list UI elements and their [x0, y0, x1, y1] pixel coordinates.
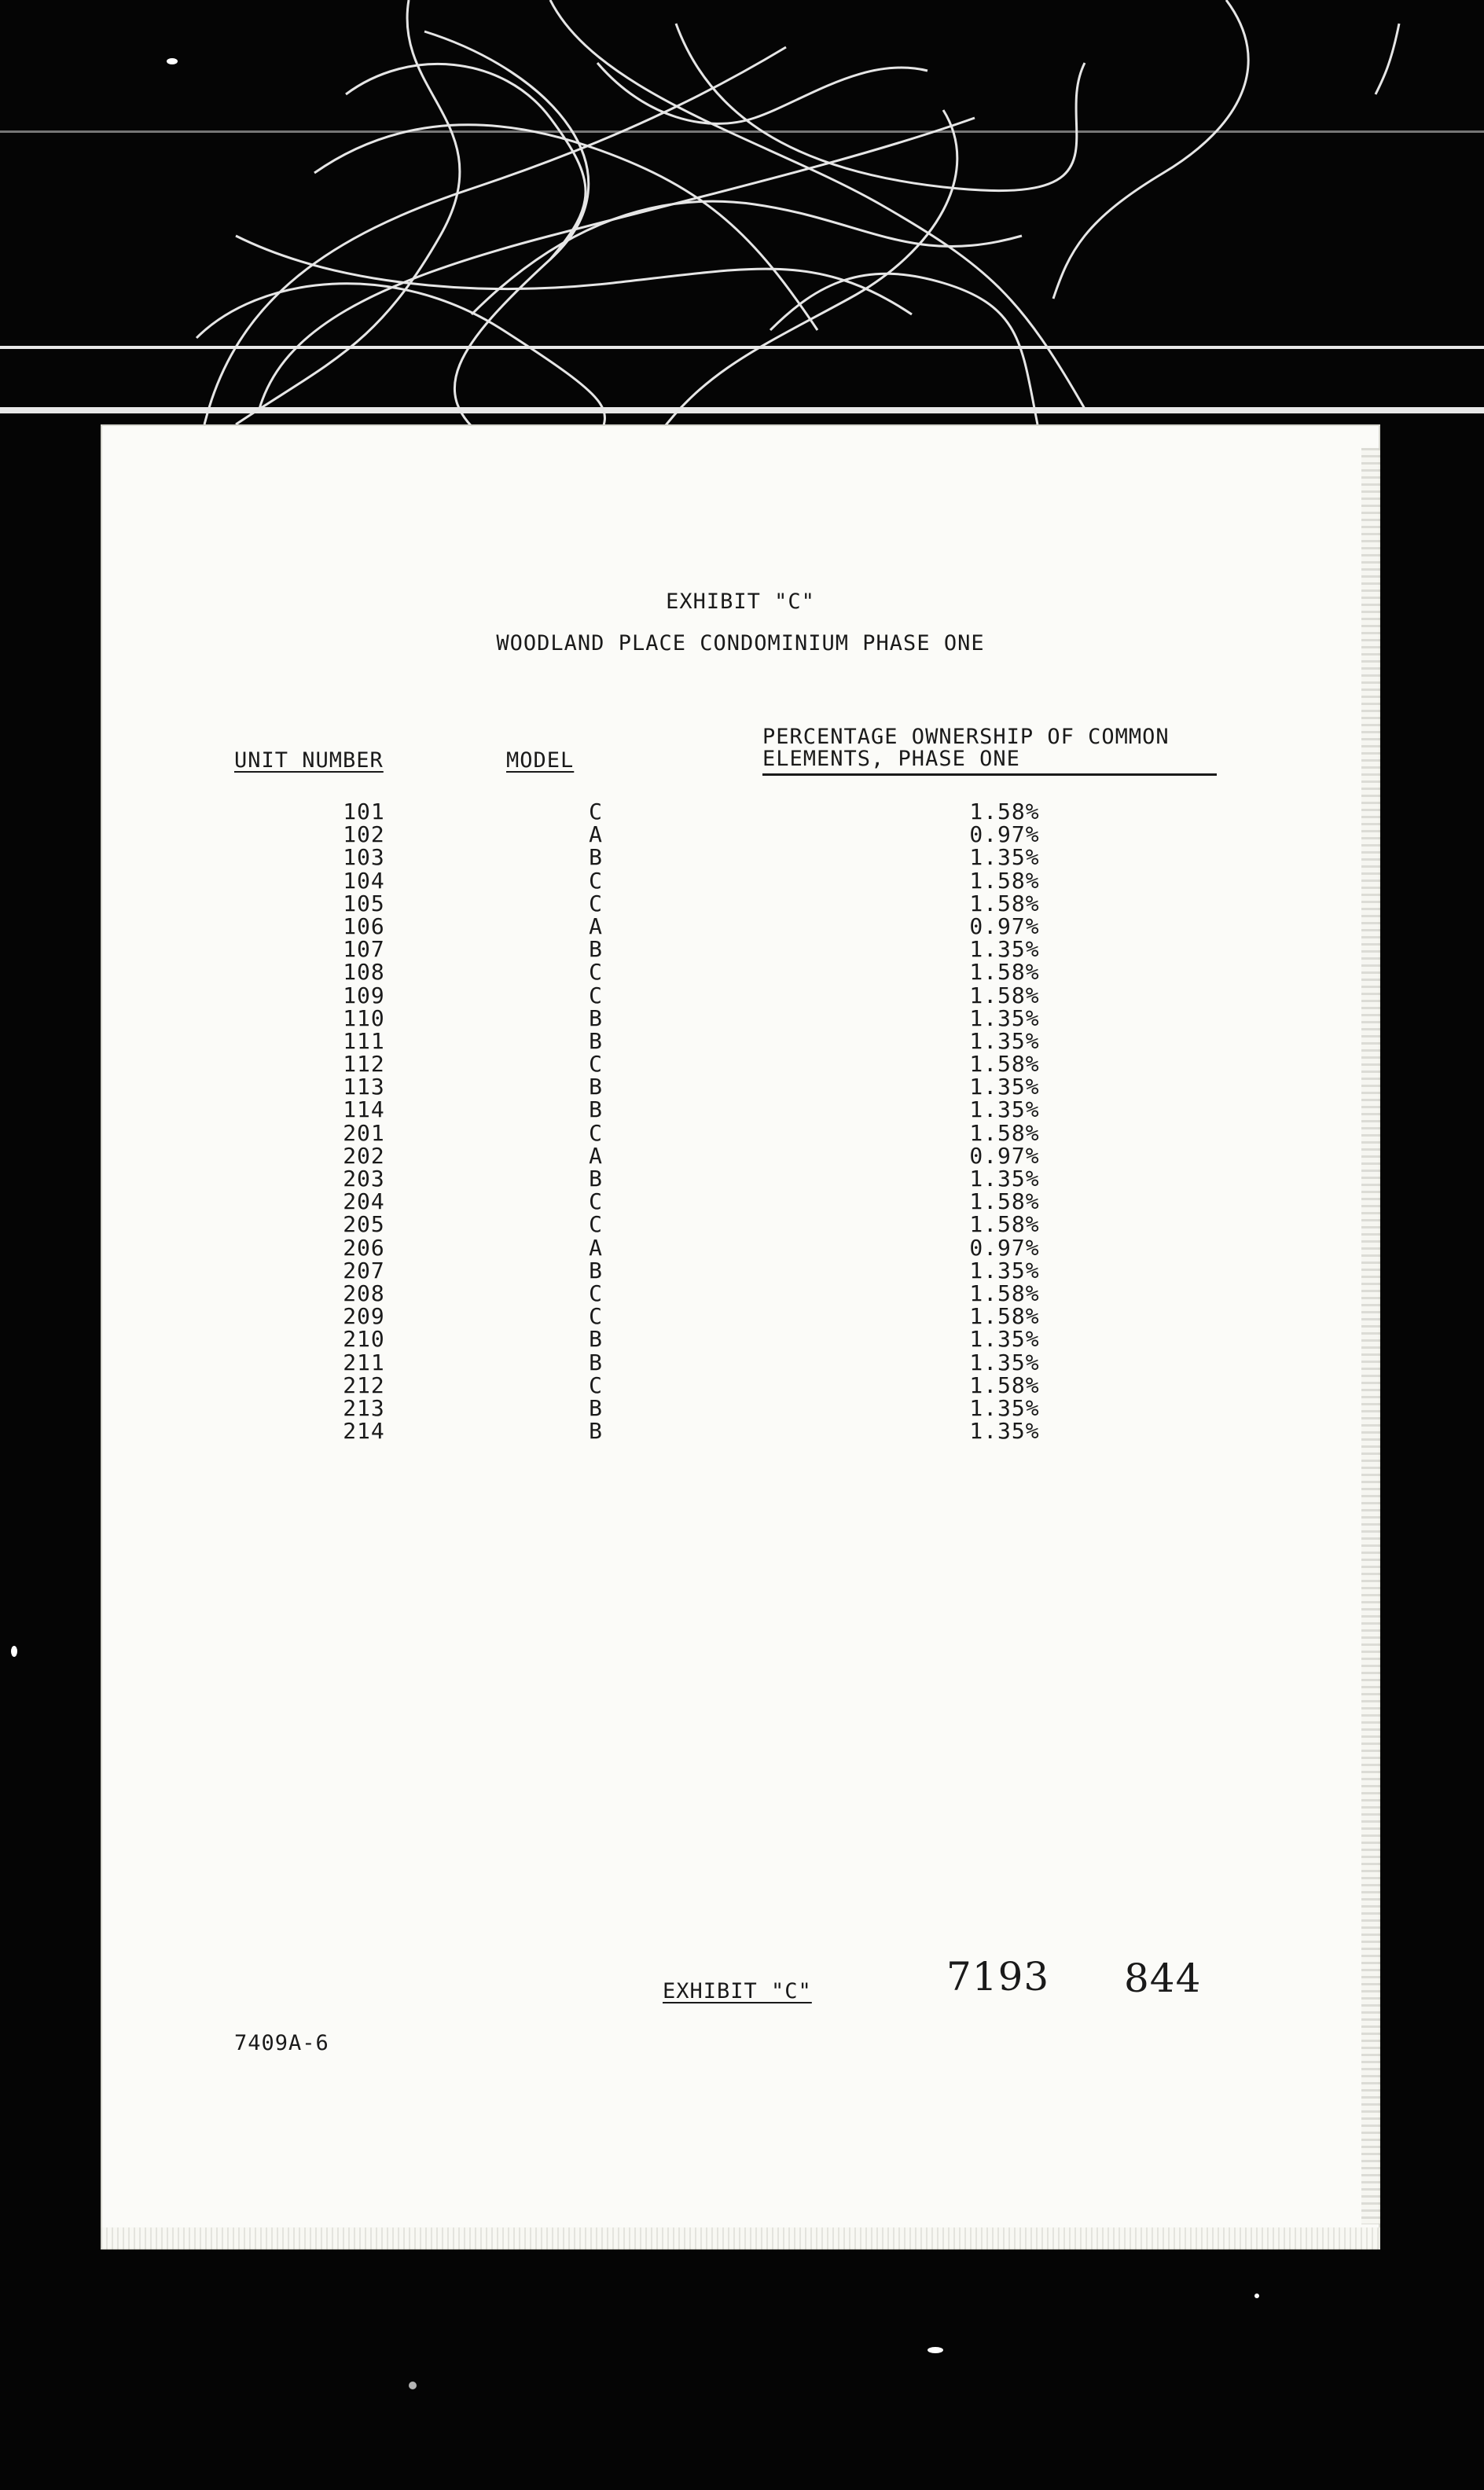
scan-speck: [167, 58, 178, 64]
unit-number-column: [301, 799, 427, 1445]
percentage-cell: 1.58%: [969, 959, 1040, 986]
percentage-cell: 1.58%: [969, 799, 1040, 824]
recording-book-number: 7193: [946, 1954, 1050, 2000]
unit-number-cell: 108: [343, 959, 385, 986]
unit-number-cell: 113: [343, 1074, 385, 1100]
unit-number-cell: 104: [343, 867, 385, 894]
recording-page-number: 844: [1124, 1956, 1202, 2001]
model-cell: B: [589, 1166, 603, 1192]
unit-number-cell: 205: [343, 1211, 385, 1238]
scan-speck: [409, 2382, 417, 2389]
page-subtitle: WOODLAND PLACE CONDOMINIUM PHASE ONE: [496, 631, 985, 656]
percentage-header-line1: PERCENTAGE OWNERSHIP OF COMMON: [762, 725, 1170, 749]
scan-speck: [928, 2347, 943, 2353]
percentage-cell: 1.35%: [969, 1074, 1040, 1100]
percentage-cell: 1.35%: [969, 936, 1040, 963]
model-cell: C: [589, 1372, 603, 1398]
unit-number-cell: 208: [343, 1280, 385, 1306]
percentage-cell: 1.35%: [969, 1394, 1040, 1421]
unit-number-cell: 105: [343, 890, 385, 916]
model-cell: B: [589, 844, 603, 871]
unit-number-cell: 201: [343, 1119, 385, 1146]
model-cell: B: [589, 1074, 603, 1100]
unit-number-cell: 114: [343, 1096, 385, 1123]
percentage-cell: 0.97%: [969, 913, 1040, 939]
model-cell: A: [589, 1234, 603, 1261]
unit-number-cell: 212: [343, 1372, 385, 1398]
model-cell: B: [589, 1257, 603, 1284]
model-cell: C: [589, 1303, 603, 1330]
model-cell: C: [589, 959, 603, 986]
percentage-cell: 1.58%: [969, 1211, 1040, 1238]
percentage-cell: 1.58%: [969, 1051, 1040, 1078]
unit-number-cell: 111: [343, 1027, 385, 1054]
model-column: [541, 799, 651, 1445]
unit-number-cell: 109: [343, 982, 385, 1008]
unit-number-cell: 206: [343, 1234, 385, 1261]
model-cell: C: [589, 1211, 603, 1238]
percentage-cell: 1.35%: [969, 1004, 1040, 1031]
unit-number-cell: 207: [343, 1257, 385, 1284]
page-edge-texture: [101, 2227, 1380, 2249]
unit-number-cell: 110: [343, 1004, 385, 1031]
percentage-column: [887, 799, 1122, 1445]
percentage-cell: 1.58%: [969, 867, 1040, 894]
percentage-cell: 1.58%: [969, 1119, 1040, 1146]
percentage-cell: 1.35%: [969, 1326, 1040, 1353]
model-cell: B: [589, 1349, 603, 1375]
fiber-artifacts: [0, 0, 1484, 440]
model-cell: C: [589, 890, 603, 916]
model-cell: C: [589, 982, 603, 1008]
unit-number-header: UNIT NUMBER: [234, 748, 384, 773]
percentage-cell: 1.58%: [969, 1303, 1040, 1330]
model-cell: B: [589, 1326, 603, 1353]
model-cell: B: [589, 1394, 603, 1421]
unit-number-cell: 106: [343, 913, 385, 939]
percentage-cell: 1.35%: [969, 1418, 1040, 1445]
percentage-cell: 1.58%: [969, 1280, 1040, 1306]
model-cell: A: [589, 821, 603, 848]
unit-number-cell: 204: [343, 1188, 385, 1215]
model-cell: C: [589, 1188, 603, 1215]
percentage-cell: 1.35%: [969, 1166, 1040, 1192]
model-cell: A: [589, 1142, 603, 1169]
unit-number-cell: 112: [343, 1051, 385, 1078]
percentage-cell: 1.35%: [969, 844, 1040, 871]
unit-number-cell: 103: [343, 844, 385, 871]
model-cell: B: [589, 936, 603, 963]
unit-number-cell: 202: [343, 1142, 385, 1169]
percentage-cell: 1.35%: [969, 1257, 1040, 1284]
unit-number-cell: 203: [343, 1166, 385, 1192]
percentage-cell: 1.58%: [969, 982, 1040, 1008]
model-cell: B: [589, 1418, 603, 1445]
document-code: 7409A-6: [234, 2031, 329, 2055]
document-page: [101, 424, 1380, 2249]
page-title: EXHIBIT "C": [666, 589, 815, 614]
percentage-header-line2: ELEMENTS, PHASE ONE: [762, 747, 1020, 771]
model-cell: C: [589, 1119, 603, 1146]
unit-number-cell: 209: [343, 1303, 385, 1330]
percentage-cell: 1.58%: [969, 1372, 1040, 1398]
model-cell: C: [589, 799, 603, 824]
model-cell: C: [589, 1280, 603, 1306]
percentage-cell: 0.97%: [969, 1142, 1040, 1169]
model-cell: C: [589, 1051, 603, 1078]
unit-number-cell: 211: [343, 1349, 385, 1375]
model-header: MODEL: [506, 748, 575, 773]
unit-number-cell: 107: [343, 936, 385, 963]
page-edge-texture: [1361, 448, 1380, 2224]
percentage-cell: 1.35%: [969, 1349, 1040, 1375]
unit-number-cell: 210: [343, 1326, 385, 1353]
model-cell: B: [589, 1027, 603, 1054]
model-cell: B: [589, 1004, 603, 1031]
unit-number-cell: 102: [343, 821, 385, 848]
percentage-cell: 0.97%: [969, 821, 1040, 848]
unit-number-cell: 101: [343, 799, 385, 824]
model-cell: B: [589, 1096, 603, 1123]
model-cell: A: [589, 913, 603, 939]
model-cell: C: [589, 867, 603, 894]
percentage-cell: 1.58%: [969, 1188, 1040, 1215]
footer-exhibit-label: EXHIBIT "C": [663, 1979, 812, 2003]
percentage-cell: 1.35%: [969, 1096, 1040, 1123]
unit-number-cell: 213: [343, 1394, 385, 1421]
percentage-cell: 1.58%: [969, 890, 1040, 916]
scan-speck: [11, 1646, 17, 1657]
scan-speck: [1254, 2294, 1259, 2298]
percentage-cell: 1.35%: [969, 1027, 1040, 1054]
unit-number-cell: 214: [343, 1418, 385, 1445]
percentage-header-underline: [762, 773, 1217, 776]
percentage-cell: 0.97%: [969, 1234, 1040, 1261]
